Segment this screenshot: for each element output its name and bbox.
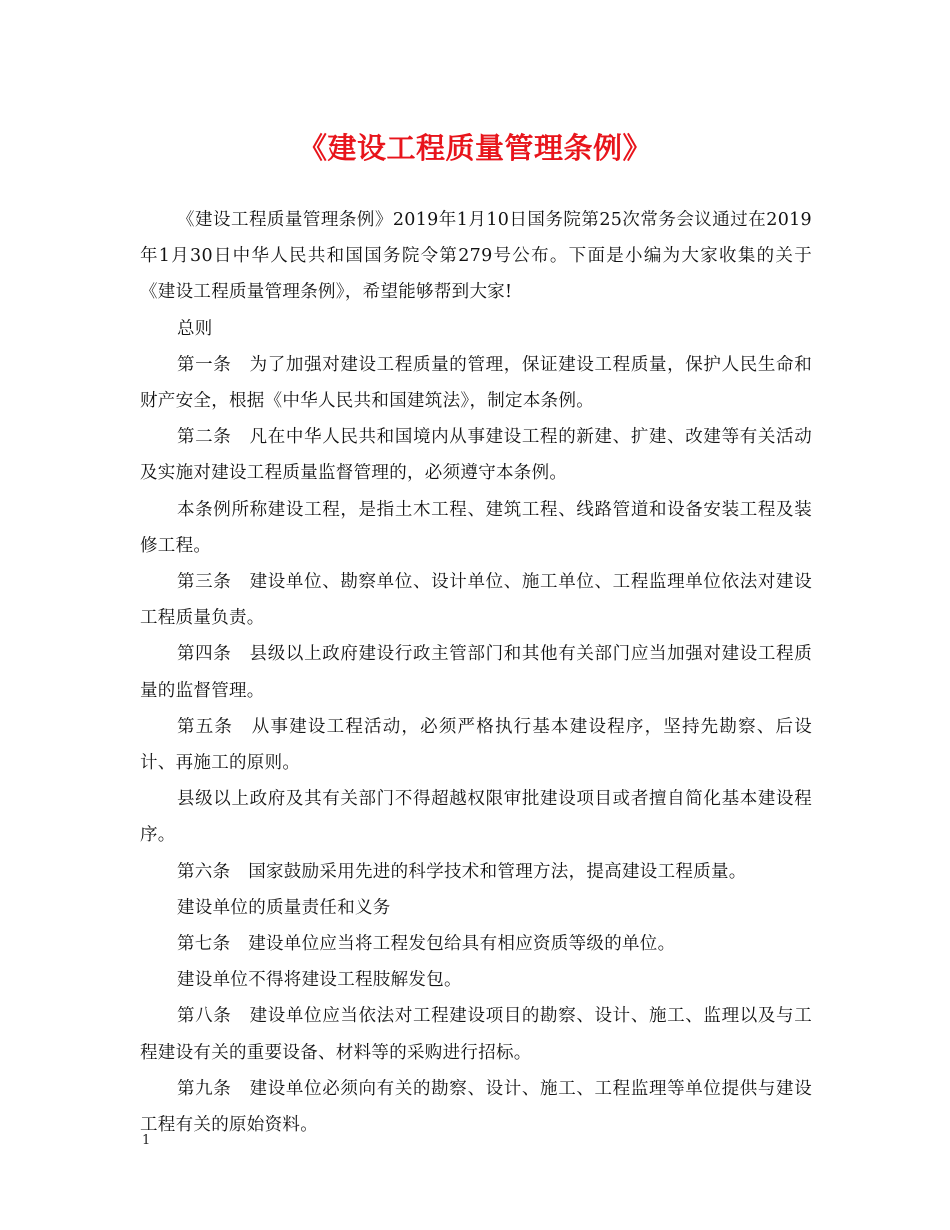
intro-paragraph: 《建设工程质量管理条例》2019年1月10日国务院第25次常务会议通过在2019年1月30日中华人民共和国国务院令第279号公布。下面是小编为大家收集的关于《建设工程质量管理条例》，希望能够帮到大家! (140, 210, 812, 303)
article-9: 第九条 建设单位必须向有关的勘察、设计、施工、工程监理等单位提供与建设工程有关的原始资料。 (140, 1078, 812, 1136)
article-5-clause: 县级以上政府及其有关部门不得超越权限审批建设项目或者擅自简化基本建设程序。 (140, 789, 812, 846)
document-body (140, 202, 812, 1143)
article-8: 第八条 建设单位应当依法对工程建设项目的勘察、设计、施工、监理以及与工程建设有关的重要设备、材料等的采购进行招标。 (140, 1006, 812, 1063)
article-6: 第六条 国家鼓励采用先进的科学技术和管理方法，提高建设工程质量。 (177, 861, 747, 882)
section-heading-owner-duties: 建设单位的质量责任和义务 (177, 897, 391, 918)
article-2-clause: 本条例所称建设工程，是指土木工程、建筑工程、线路管道和设备安装工程及装修工程。 (140, 499, 812, 556)
article-7: 第七条 建设单位应当将工程发包给具有相应资质等级的单位。 (177, 934, 676, 955)
page-number: 1 (142, 1133, 151, 1148)
article-1: 第一条 为了加强对建设工程质量的管理，保证建设工程质量，保护人民生命和财产安全，根据《中华人民共和国建筑法》，制定本条例。 (140, 354, 812, 412)
section-heading-general: 总则 (177, 318, 213, 339)
article-5: 第五条 从事建设工程活动，必须严格执行基本建设程序，坚持先勘察、后设计、再施工的原则。 (140, 716, 812, 774)
article-2: 第二条 凡在中华人民共和国境内从事建设工程的新建、扩建、改建等有关活动及实施对建设工程质量监督管理的，必须遵守本条例。 (140, 427, 812, 484)
document-title: 《建设工程质量管理条例》 (297, 131, 652, 165)
article-4: 第四条 县级以上政府建设行政主管部门和其他有关部门应当加强对建设工程质量的监督管理。 (140, 644, 812, 701)
article-7-clause: 建设单位不得将建设工程肢解发包。 (177, 970, 462, 991)
article-3: 第三条 建设单位、勘察单位、设计单位、施工单位、工程监理单位依法对建设工程质量负责。 (140, 572, 812, 629)
